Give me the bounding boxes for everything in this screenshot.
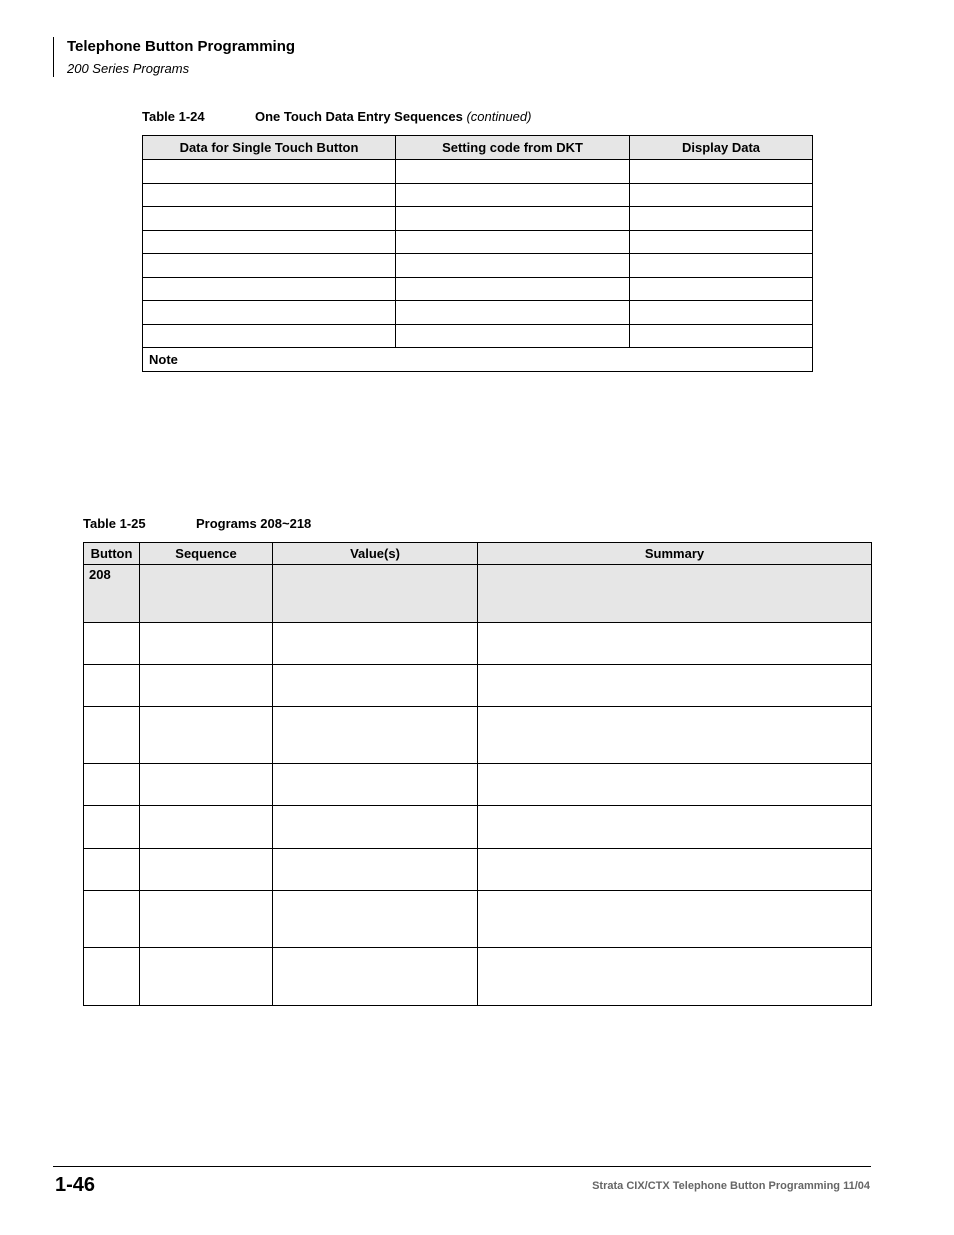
table-programs-208-218 — [83, 542, 872, 1006]
table-row — [84, 707, 872, 764]
table-cell — [273, 623, 478, 665]
column-header: Value(s) — [273, 543, 478, 565]
table-cell — [478, 565, 872, 623]
button-number: 208 — [84, 565, 140, 623]
table-cell — [140, 665, 273, 707]
table-cell — [478, 665, 872, 707]
table-cell — [84, 891, 140, 948]
table-cell — [84, 764, 140, 806]
table-cell — [140, 891, 273, 948]
table-cell — [140, 764, 273, 806]
table-cell — [396, 254, 630, 278]
table-cell — [396, 230, 630, 254]
table-row — [143, 324, 813, 348]
table-row — [84, 948, 872, 1006]
table-cell — [140, 707, 273, 764]
table-cell — [478, 806, 872, 849]
table-cell — [84, 948, 140, 1006]
page-number: 1-46 — [55, 1174, 96, 1196]
table-cell — [273, 707, 478, 764]
table-cell — [630, 160, 813, 184]
table-one-touch-data-entry — [142, 135, 813, 372]
table-row — [84, 623, 872, 665]
table-cell — [140, 849, 273, 891]
table-cell — [143, 277, 396, 301]
table-1-title: One Touch Data Entry Sequences — [255, 109, 463, 124]
table-row — [143, 277, 813, 301]
header-title: Telephone Button Programming — [67, 38, 296, 55]
note-label: Note — [143, 348, 813, 372]
column-header: Setting code from DKT — [396, 136, 630, 160]
table-cell — [273, 948, 478, 1006]
column-header: Sequence — [140, 543, 273, 565]
table-cell — [273, 565, 478, 623]
table-cell — [396, 324, 630, 348]
column-header: Summary — [478, 543, 872, 565]
table-2-title: Programs 208~218 — [196, 516, 312, 531]
table-row — [84, 891, 872, 948]
table-cell — [478, 849, 872, 891]
table-row — [143, 230, 813, 254]
table-cell — [143, 324, 396, 348]
table-cell — [478, 764, 872, 806]
table-header-row — [84, 543, 872, 565]
table-cell — [630, 207, 813, 231]
table-cell — [396, 277, 630, 301]
header-rule — [53, 37, 54, 77]
table-cell — [84, 623, 140, 665]
table-cell — [84, 665, 140, 707]
table-cell — [84, 849, 140, 891]
column-header: Button — [84, 543, 140, 565]
table-cell — [140, 623, 273, 665]
column-header: Display Data — [630, 136, 813, 160]
table-row — [143, 254, 813, 278]
table-1-caption — [142, 109, 531, 124]
table-cell — [630, 277, 813, 301]
table-cell — [84, 707, 140, 764]
table-1-continued: (continued) — [466, 109, 532, 124]
table-cell — [478, 707, 872, 764]
table-2-label: Table 1-25 — [83, 516, 146, 531]
table-cell — [84, 806, 140, 849]
table-cell — [396, 183, 630, 207]
table-cell — [630, 324, 813, 348]
table-cell — [143, 207, 396, 231]
table-row — [143, 207, 813, 231]
table-cell — [143, 301, 396, 325]
table-cell — [273, 764, 478, 806]
note-row — [143, 348, 813, 372]
table-cell — [140, 948, 273, 1006]
table-header-row — [143, 136, 813, 160]
table-cell — [140, 806, 273, 849]
table-cell — [273, 806, 478, 849]
table-cell — [273, 849, 478, 891]
table-row — [84, 764, 872, 806]
table-cell — [396, 160, 630, 184]
footer-doc-title: Strata CIX/CTX Telephone Button Programming 11/04 — [592, 1180, 870, 1192]
table-2-caption — [83, 516, 311, 531]
table-row — [84, 849, 872, 891]
table-cell — [478, 623, 872, 665]
table-row — [143, 301, 813, 325]
table-1-label: Table 1-24 — [142, 109, 205, 124]
table-cell — [140, 565, 273, 623]
table-cell — [143, 160, 396, 184]
table-row — [143, 183, 813, 207]
table-cell — [273, 891, 478, 948]
table-cell — [478, 948, 872, 1006]
column-header: Data for Single Touch Button — [143, 136, 396, 160]
table-row — [143, 160, 813, 184]
table-cell — [478, 891, 872, 948]
table-row — [84, 665, 872, 707]
table-cell — [630, 183, 813, 207]
table-cell — [630, 230, 813, 254]
table-cell — [143, 183, 396, 207]
footer-rule — [53, 1166, 871, 1167]
table-cell — [143, 230, 396, 254]
table-cell — [273, 665, 478, 707]
table-cell — [396, 207, 630, 231]
header-subtitle: 200 Series Programs — [67, 61, 190, 76]
table-row — [84, 806, 872, 849]
table-cell — [630, 254, 813, 278]
table-cell — [143, 254, 396, 278]
table-row — [84, 565, 872, 623]
table-cell — [396, 301, 630, 325]
table-cell — [630, 301, 813, 325]
